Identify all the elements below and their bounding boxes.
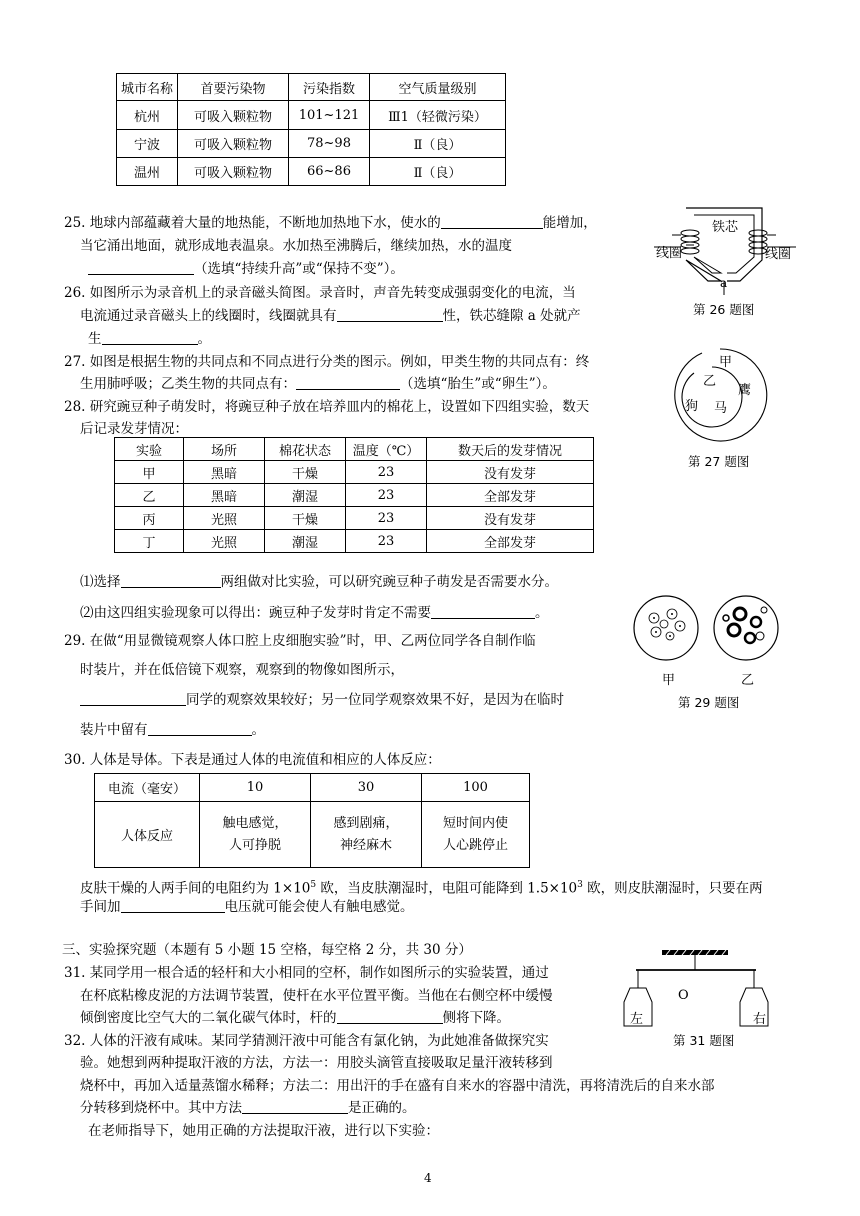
table-cell: 黑暗 (184, 484, 265, 507)
label-jia: 甲 (719, 355, 733, 370)
q30-line-1: 30. 人体是导体。下表是通过人体的电流值和相应的人体反应： (64, 752, 441, 768)
answer-blank[interactable] (296, 375, 400, 390)
table-cell: 潮湿 (265, 484, 346, 507)
q29-line-2: 时装片，并在低倍镜下观察，观察到的物像如图所示， (80, 662, 404, 678)
table-cell: 丙 (115, 507, 184, 530)
answer-blank[interactable] (102, 330, 198, 345)
table-header: 30 (311, 774, 422, 802)
q28-part-1: ⑴选择 两组做对比实验，可以研究豌豆种子萌发是否需要水分。 (80, 574, 558, 590)
table-header: 污染指数 (289, 74, 370, 101)
table-cell: 没有发芽 (427, 507, 594, 530)
q25-line-3: （选填“持续升高”或“保持不变”）。 (88, 260, 404, 278)
table-cell: 人体反应 (95, 802, 200, 868)
table-header: 电流（毫安） (95, 774, 200, 802)
figure-caption: 第 31 题图 (673, 1033, 735, 1048)
table-header: 场所 (184, 438, 265, 461)
table-cell: 可吸入颗粒物 (178, 130, 289, 158)
q29-line-1: 29. 在做“用显微镜观察人体口腔上皮细胞实验”时，甲、乙两位同学各自制作临 (64, 633, 536, 649)
current-response-table (94, 773, 530, 868)
answer-blank[interactable] (337, 1009, 443, 1024)
q32-line-4: 分转移到烧杯中。其中方法 是正确的。 (80, 1100, 416, 1116)
label-yi: 乙 (703, 374, 717, 389)
table-cell: 101~121 (289, 101, 370, 130)
q31-line-3: 倾倒密度比空气大的二氧化碳气体时，杆的 侧将下降。 (80, 1010, 510, 1026)
table-cell: Ⅲ1（轻微污染） (370, 101, 506, 130)
q27-line-1: 27. 如图是根据生物的共同点和不同点进行分类的图示。例如，甲类生物的共同点有：终 (64, 354, 590, 370)
label-yi: 乙 (741, 673, 755, 688)
answer-blank[interactable] (80, 691, 186, 706)
answer-blank[interactable] (337, 307, 443, 322)
table-header: 棉花状态 (265, 438, 346, 461)
answer-blank[interactable] (121, 573, 221, 588)
page-number: 4 (424, 1171, 432, 1185)
left-cup-label: 左 (630, 1012, 644, 1027)
section-title: 三、实验探究题（本题有 5 小题 15 空格，每空格 2 分，共 30 分） (62, 942, 472, 958)
label-ma: 马 (714, 401, 728, 416)
table-cell: 杭州 (117, 101, 178, 130)
table-cell: 短时间内使 人心跳停止 (422, 802, 530, 868)
q32-line-3: 烧杯中，再加入适量蒸馏水稀释；方法二：用出汗的手在盛有自来水的容器中清洗，再将清洗后的自来水部 (80, 1078, 715, 1094)
coil-right-label: 线圈 (765, 247, 792, 262)
figure-caption: 第 27 题图 (688, 454, 750, 469)
table-cell: 可吸入颗粒物 (178, 158, 289, 186)
table-cell: 66~86 (289, 158, 370, 186)
table-cell: 23 (346, 530, 427, 553)
right-cup-label: 右 (753, 1012, 767, 1027)
figure-caption: 第 26 题图 (693, 302, 755, 317)
table-cell: 黑暗 (184, 461, 265, 484)
table-cell: 23 (346, 484, 427, 507)
q30-line-3: 手间加 电压就可能会使人有触电感觉。 (80, 899, 414, 915)
q30-statement: 皮肤干燥的人两手间的电阻约为 $1\times 10^5$ 欧，当皮肤潮湿时，电阻可能降到 $1.5\times 10^3$ 欧，则皮肤潮湿时，只要在两 (80, 880, 763, 897)
table-header: 首要污染物 (178, 74, 289, 101)
table-cell: 全部发芽 (427, 530, 594, 553)
table-cell: Ⅱ（良） (370, 158, 506, 186)
q26-line-1: 26. 如图所示为录音机上的录音磁头简图。录音时，声音先转变成强弱变化的电流，当 (64, 285, 576, 301)
q28-part-2: ⑵由这四组实验现象可以得出：豌豆种子发芽时肯定不需要 。 (80, 605, 549, 621)
table-cell: 78~98 (289, 130, 370, 158)
table-cell: 光照 (184, 530, 265, 553)
germination-table (114, 437, 594, 553)
table-cell: 23 (346, 461, 427, 484)
coil-left-label: 线圈 (656, 246, 683, 261)
answer-blank[interactable] (121, 898, 225, 913)
q26-line-3: 生 。 (88, 331, 211, 347)
table-header: 10 (200, 774, 311, 802)
table-cell: 感到剧痛， 神经麻木 (311, 802, 422, 868)
table-cell: 甲 (115, 461, 184, 484)
q32-line-1: 32. 人体的汗液有咸味。某同学猜测汗液中可能含有氯化钠，为此她准备做探究实 (64, 1033, 549, 1049)
table-cell: 触电感觉， 人可挣脱 (200, 802, 311, 868)
q32-line-5: 在老师指导下，她用正确的方法提取汗液，进行以下实验： (88, 1123, 439, 1139)
table-header: 城市名称 (117, 74, 178, 101)
table-header: 实验 (115, 438, 184, 461)
table-header: 温度（℃） (346, 438, 427, 461)
q29-line-3: 同学的观察效果较好；另一位同学观察效果不好，是因为在临时 (80, 691, 564, 709)
table-header: 100 (422, 774, 530, 802)
table-cell: 宁波 (117, 130, 178, 158)
gap-label: a (720, 276, 728, 290)
table-cell: 干燥 (265, 461, 346, 484)
q25-line-1: 25. 地球内部蕴藏着大量的地热能，不断地加热地下水，使水的 能增加， (64, 215, 597, 231)
figure-caption: 第 29 题图 (678, 695, 740, 710)
microscope-view-diagram (628, 592, 792, 664)
answer-blank[interactable] (148, 721, 252, 736)
q32-line-2: 验。她想到两种提取汗液的方法，方法一：用胶头滴管直接吸取足量汗液转移到 (80, 1055, 553, 1071)
q27-line-2: 生用肺呼吸；乙类生物的共同点有： （选填“胎生”或“卵生”）。 (80, 376, 556, 392)
table-cell: 光照 (184, 507, 265, 530)
table-header: 数天后的发芽情况 (427, 438, 594, 461)
air-quality-table (116, 73, 506, 186)
lever-cups-diagram (622, 944, 772, 1030)
table-cell: 丁 (115, 530, 184, 553)
answer-blank[interactable] (242, 1099, 348, 1114)
table-cell: Ⅱ（良） (370, 130, 506, 158)
core-label: 铁芯 (712, 220, 739, 235)
q25-line-2: 当它涌出地面，就形成地表温泉。水加热至沸腾后，继续加热，水的温度 (80, 238, 512, 254)
q31-line-2: 在杯底粘橡皮泥的方法调节装置，使杆在水平位置平衡。当他在右侧空杯中缓慢 (80, 988, 553, 1004)
q31-line-1: 31. 某同学用一根合适的轻杆和大小相同的空杯，制作如图所示的实验装置，通过 (64, 965, 549, 981)
label-ying: 鹰 (738, 383, 752, 398)
table-cell: 乙 (115, 484, 184, 507)
q28-line-1: 28. 研究豌豆种子萌发时，将豌豆种子放在培养皿内的棉花上，设置如下四组实验，数天 (64, 399, 590, 415)
table-cell: 潮湿 (265, 530, 346, 553)
q26-line-2: 电流通过录音磁头上的线圈时，线圈就具有 性，铁芯缝隙 a 处就产 (80, 308, 581, 324)
answer-blank[interactable] (441, 214, 543, 229)
q28-line-2: 后记录发芽情况： (80, 421, 188, 437)
table-cell: 可吸入颗粒物 (178, 101, 289, 130)
table-cell: 干燥 (265, 507, 346, 530)
table-cell: 温州 (117, 158, 178, 186)
answer-blank[interactable] (431, 604, 535, 619)
pivot-label: O (678, 988, 689, 1003)
table-cell: 23 (346, 507, 427, 530)
answer-blank[interactable] (88, 260, 194, 275)
table-header: 空气质量级别 (370, 74, 506, 101)
table-cell: 全部发芽 (427, 484, 594, 507)
table-cell: 没有发芽 (427, 461, 594, 484)
label-jia: 甲 (662, 673, 676, 688)
label-gou: 狗 (685, 399, 699, 414)
q29-line-4: 装片中留有 。 (80, 722, 265, 738)
